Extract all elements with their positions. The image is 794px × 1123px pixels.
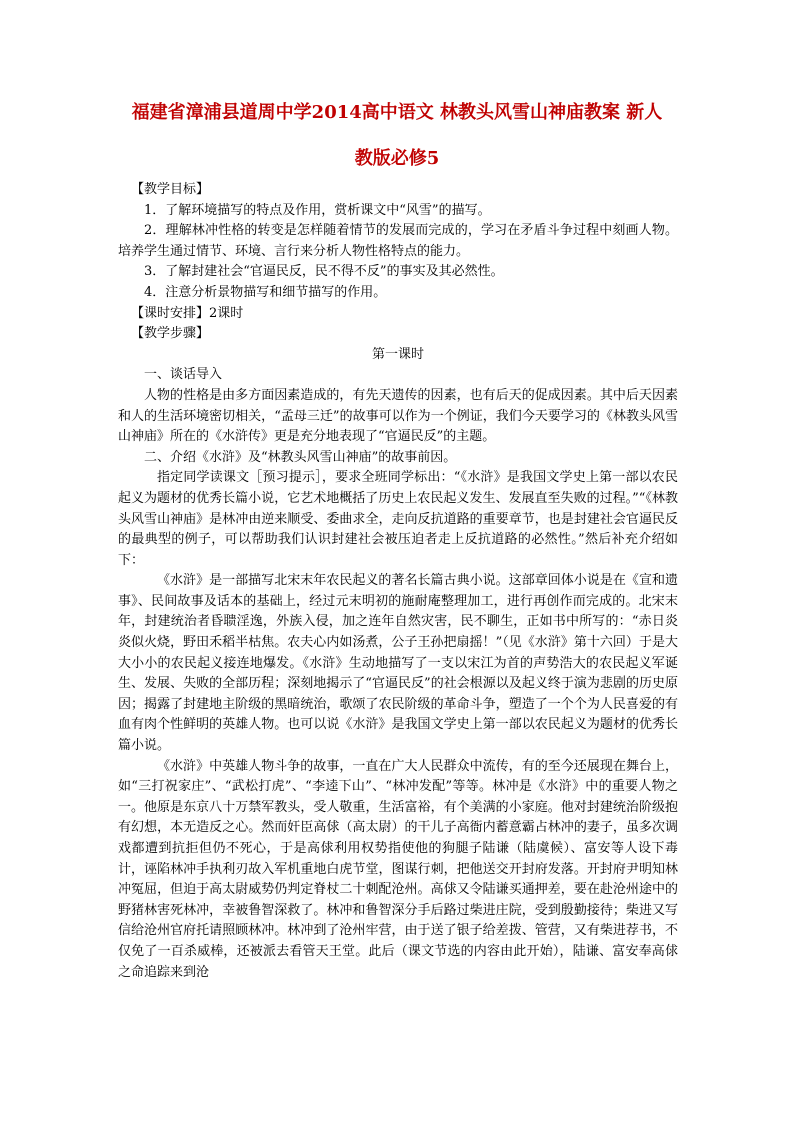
part2-paragraph-1: 指定同学读课文［预习提示］，要求全班同学标出：“《水浒》是我国文学史上第一部以农民起义为题材的优秀长篇小说，它艺术地概括了历史上农民起义发生、发展直至失败的过程。”“《林教头风雪山神庙》是林冲由逆来顺受、委曲求全，走向反抗道路的重要章节，也是封建社会官逼民反的最典型的例子，可以帮助我们认识封建社会被压迫者走上反抗道路的必然性。”然后补充介绍如下：: [118, 470, 678, 568]
goal-item-3: 3．了解封建社会“官逼民反，民不得不反”的事实及其必然性。: [144, 264, 504, 280]
goal-item-2: 2．理解林冲性格的转变是怎样随着情节的发展而完成的，学习在矛盾斗争过程中刻画人物。培养学生通过情节、环境、言行来分析人物性格特点的能力。: [118, 223, 678, 259]
schedule-line: 【课时安排】2课时: [131, 305, 244, 321]
part2-paragraph-3: 《水浒》中英雄人物斗争的故事，一直在广大人民群众中流传，有的至今还展现在舞台上，如“三打祝家庄”、“武松打虎”、“李逵下山”、“林冲发配”等等。林冲是《水浒》中的重要人物之一。他原是东京八十万禁军教头，受人敬重，生活富裕，有个美满的小家庭。他对封建统治阶级抱有幻想，本无造反之心。然而奸臣高俅（高太尉）的干儿子高衙内蓄意霸占林冲的妻子，虽多次调戏都遭到抗拒但仍不死心，于是高俅利用权势指使他的狗腿子陆谦（陆虞候）、富安等人设下毒计，诬陷林冲手执利刃故入军机重地白虎节堂，图谋行刺，把他送交开封府发落。开封府尹明知林冲冤屈，但迫于高太尉威势仍判定脊杖二十刺配沧州。高俅又令陆谦买通押差，要在赴沧州途中的野猪林害死林冲，幸被鲁智深救了。林冲和鲁智深分手后路过柴进庄院，受到殷勤接待；柴进又写信给沧州官府托请照顾林冲。林冲到了沧州牢营，由于送了银子给差拨、管营，又有柴进荐书，不仅免了一百杀威棒，还被派去看管天王堂。此后（课文节选的内容由此开始），陆谦、富安奉高俅之命追踪来到沧: [118, 758, 678, 980]
document-title-line-1: 福建省漳浦县道周中学2014高中语文 林教头风雪山神庙教案 新人: [131, 102, 663, 123]
document-title-line-2: 教版必修5: [354, 148, 440, 169]
document-body: [118, 180, 678, 983]
part1-heading: 一、谈话导入: [144, 367, 223, 383]
lesson-heading: 第一课时: [371, 346, 424, 362]
goal-item-1: 1．了解环境描写的特点及作用，赏析课文中“风雪”的描写。: [144, 202, 491, 218]
goal-item-4: 4．注意分析景物描写和细节描写的作用。: [144, 284, 387, 300]
part2-paragraph-2: 《水浒》是一部描写北宋末年农民起义的著名长篇古典小说。这部章回体小说是在《宣和遗事》、民间故事及话本的基础上，经过元末明初的施耐庵整理加工，进行再创作而完成的。北宋末年，封建统治者昏聩淫逸，外族入侵，加之连年自然灾害，民不聊生，正如书中所写的：“赤日炎炎似火烧，野田禾稻半枯焦。农夫心内如汤煮，公子王孙把扇摇！”（见《水浒》第十六回）于是大大小小的农民起义接连地爆发。《水浒》生动地描写了一支以宋江为首的声势浩大的农民起义军诞生、发展、失败的全部历程；深刻地揭示了“官逼民反”的社会根源以及起义终于演为悲剧的历史原因；揭露了封建地主阶级的黑暗统治，歌颂了农民阶级的革命斗争，塑造了一个个为人民喜爱的有血有肉个性鲜明的英雄人物。也可以说《水浒》是我国文学史上第一部以农民起义为题材的优秀长篇小说。: [118, 573, 678, 754]
goals-heading: 【教学目标】: [131, 182, 210, 197]
part1-paragraph: 人物的性格是由多方面因素造成的，有先天遗传的因素，也有后天的促成因素。其中后天因素和人的生活环境密切相关，“孟母三迁”的故事可以作为一个例证，我们今天要学习的《林教头风雪山神庙》所在的《水浒传》更是充分地表现了“官逼民反”的主题。: [118, 387, 678, 445]
part2-heading: 二、介绍《水浒》及“林教头风雪山神庙”的故事前因。: [144, 449, 457, 465]
steps-heading: 【教学步骤】: [131, 326, 210, 342]
